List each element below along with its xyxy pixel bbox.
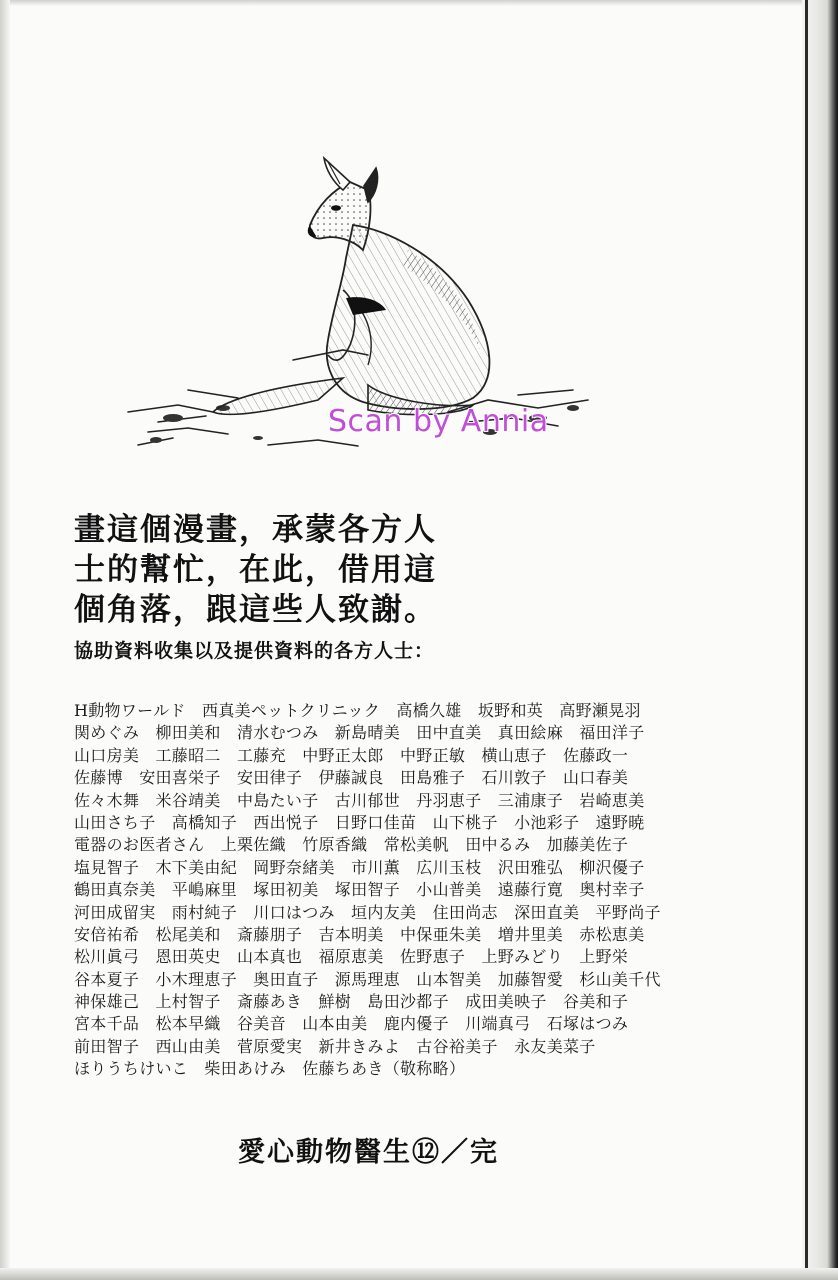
contributor-line: 塩見智子 木下美由紀 岡野奈緒美 市川薫 広川玉枝 沢田雅弘 柳沢優子	[74, 857, 645, 877]
page-edge-line	[805, 0, 808, 1280]
contributors-heading: 協助資料收集以及提供資料的各方人士：	[74, 640, 435, 662]
contributor-line: 松川眞弓 恩田英史 山本真也 福原恵美 佐野恵子 上野みどり 上野栄	[74, 947, 629, 967]
contributor-line: ほりうちけいこ 柴田あけみ 佐藤ちあき（敬称略）	[74, 1059, 466, 1079]
contributor-line: 前田智子 西山由美 菅原愛実 新井きみよ 古谷裕美子 永友美菜子	[74, 1036, 596, 1056]
thanks-message	[74, 510, 534, 630]
volume-end-title: 愛心動物醫生⑫／完	[238, 1137, 499, 1168]
page-edge-left	[0, 0, 10, 1280]
page-edge-top	[0, 0, 838, 6]
contributor-line: 神保雄己 上村智子 斎藤あき 鮮樹 島田沙都子 成田美映子 谷美和子	[74, 992, 629, 1012]
contributor-line: H動物ワールド 西真美ペットクリニック 高橋久雄 坂野和英 高野瀬晃羽	[74, 701, 641, 720]
contributor-line: 佐々木舞 米谷靖美 中島たい子 古川郁世 丹羽恵子 三浦康子 岩崎恵美	[74, 790, 645, 810]
contributor-line: 関めぐみ 柳田美和 清水むつみ 新島晴美 田中直美 真田絵麻 福田洋子	[74, 723, 645, 743]
contributor-list	[74, 700, 754, 1081]
page-edge-bottom	[0, 1268, 838, 1280]
contributor-line: 山口房美 工藤昭二 工藤充 中野正太郎 中野正敏 横山恵子 佐藤政一	[74, 745, 629, 765]
contributor-line: 安倍祐希 松尾美和 斎藤朋子 吉本明美 中保亜朱美 増井里美 赤松恵美	[74, 924, 645, 944]
thanks-line: 個角落，跟這些人致謝。	[74, 592, 437, 628]
contributor-line: 鶴田真奈美 平嶋麻里 塚田初美 塚田智子 小山普美 遠藤行寛 奥村幸子	[74, 880, 645, 900]
thanks-line: 士的幫忙，在此，借用這	[74, 552, 437, 588]
scanner-watermark: Scan by Annia	[328, 404, 549, 439]
contributor-line: 谷本夏子 小木理恵子 奥田直子 源馬理恵 山本智美 加藤智愛 杉山美千代	[74, 969, 661, 989]
contributor-line: 宮本千品 松本早織 谷美音 山本由美 鹿内優子 川端真弓 石塚はつみ	[74, 1014, 629, 1034]
thanks-line: 畫這個漫畫，承蒙各方人	[74, 512, 437, 548]
contributor-line: 河田成留実 雨村純子 川口はつみ 垣内友美 住田尚志 深田直美 平野尚子	[74, 902, 661, 922]
contributor-line: 山田さち子 高橋知子 西出悦子 日野口佳苗 山下桃子 小池彩子 遠野暁	[74, 812, 645, 832]
contributor-line: 電器のお医者さん 上栗佐織 竹原香織 常松美帆 田中るみ 加藤美佐子	[74, 835, 629, 855]
contributor-line: 佐藤博 安田喜栄子 安田律子 伊藤誠良 田島雅子 石川敦子 山口春美	[74, 768, 629, 788]
